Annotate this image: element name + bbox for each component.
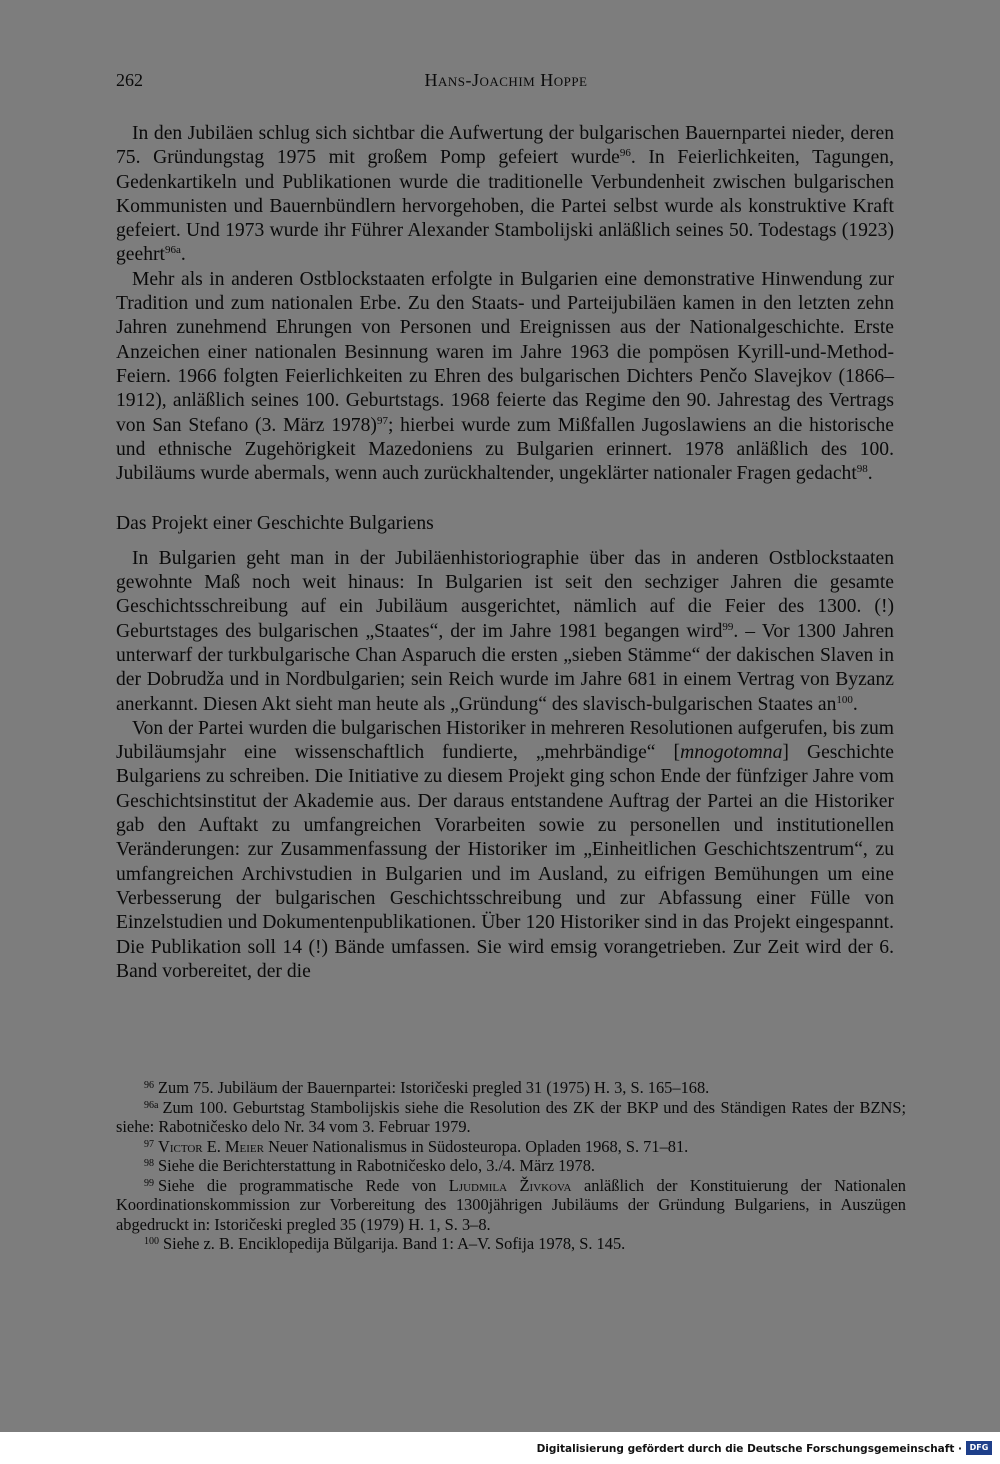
page-header [116,70,896,94]
footnotes [116,1078,906,1254]
running-title: Hans-Joachim Hoppe [424,70,588,90]
paragraph: In den Jubiläen schlug sich sichtbar die Aufwertung der bulgarischen Bauernpartei nieder, deren 75. Gründungstag 1975 mit großem Pomp gefeiert wurde$^{96}$. In Feierlichkeiten, Tagungen, Gedenkartikeln und Publikationen wurde die traditionelle Verbundenheit zwischen bulgarischen Kommunisten und Bauernbündlern hervorgehoben, die Partei selbst wurde als konstruktive Kraft gefeiert. Und 1973 wurde ihr Führer Alexander Stambolijski anläßlich seines 50. Todestags (1923) geehrt$^{96a}$. [116,123,894,266]
footnote-ref[interactable]: 99 [722,620,734,633]
footnote: $^{96a}$ Zum 100. Geburtstag Stambolijskis siehe die Resolution des ZK der BKP und des Ständigen Rates der BZNS; siehe: Rabotničesko delo Nr. 34 vom 3. Februar 1979. [116,1097,906,1136]
section-heading: Das Projekt einer Geschichte Bulgariens [116,513,434,535]
paragraph: Mehr als in anderen Ostblockstaaten erfolgte in Bulgarien eine demonstrative Hinwendung zur Tradition und zum nationalen Erbe. Zu den Staats- und Parteijubiläen kamen in den letzten zehn Jahren zunehmend Ehrungen von Personen und Ereignissen aus der Nationalgeschichte. Erste Anzeichen einer nationalen Besinnung waren im Jahre 1963 die pompösen Kyrill-und-Method-Feiern. 1966 folgten Feierlichkeiten zu Ehren des bulgarischen Dichters Penčo Slavejkov (1866–1912), anläßlich seines 100. Geburtstags. 1968 feierte das Regime den 90. Jahrestag des Vertrags von San Stefano (3. März 1978)$^{97}$; hierbei wurde zum Mißfallen Jugoslawiens an die historische und ethnische Zugehörigkeit Mazedoniens zu Bulgarien erinnert. 1978 anläßlich des 100. Jubiläums wurde abermals, wenn auch zurückhaltender, ungeklärter nationaler Fragen gedacht$^{98}$. [116,268,894,485]
footnote-ref[interactable]: 96a [164,244,181,257]
footnote-ref[interactable]: 100 [836,693,853,706]
digitization-footer [0,1432,1000,1464]
footnote: $^{97}$ Victor E. Meier Neuer Nationalismus in Südosteuropa. Opladen 1968, S. 71–81. [144,1136,689,1156]
footnote: $^{99}$ Siehe die programmatische Rede von Ljudmila Živkova anläßlich der Konstituierung der Nationalen Koordinationskommission zur Vorbereitung des 1300jährigen Jubiläums der Gründung Bulgariens, in Auszügen abgedruckt in: Istoričeski pregled 35 (1979) H. 1, S. 3–8. [116,1175,906,1234]
page-number: 262 [116,70,143,90]
footnote-ref[interactable]: 96 [619,147,631,160]
footnote: $^{98}$ Siehe die Berichterstattung in Rabotničesko delo, 3./4. März 1978. [144,1156,595,1175]
funding-credit: Digitalisierung gefördert durch die Deutsche Forschungsgemeinschaft · [536,1443,962,1455]
footnote-ref[interactable]: 98 [856,463,868,476]
footnote: $^{96}$ Zum 75. Jubiläum der Bauernpartei: Istoričeski pregled 31 (1975) H. 3, S. 165–168. [144,1078,710,1097]
paragraph: In Bulgarien geht man in der Jubiläenhistoriographie über das in anderen Ostblockstaaten gewohnte Maß noch weit hinaus: In Bulgarien ist seit den sechziger Jahren die gesamte Geschichtsschreibung auf ein Jubiläum ausgerichtet, nämlich auf die Feier des 1300. (!) Geburtstages des bulgarischen „Staates“, der im Jahre 1981 begangen wird$^{99}$. – Vor 1300 Jahren unterwarf der turkbulgarische Chan Asparuch die ersten „sieben Stämme“ der dakischen Slaven in der Dobrudža und in Nordbulgarien; sein Reich wurde im Jahre 681 in einem Vertrag von Byzanz anerkannt. Diesen Akt sieht man heute als „Gründung“ des slavisch-bulgarischen Staates $an^{100}$. [116,547,894,715]
author-name: Ljudmila Živkova [448,1175,572,1195]
footnote: $^{100}$ Siehe z. B. Enciklopedija Bŭlgarija. Band 1: A–V. Sofija 1978, S. 145. [144,1234,626,1253]
paragraph: Von der Partei wurden die bulgarischen Historiker in mehreren Resolutionen aufgerufen, bis zum Jubiläumsjahr eine wissenschaftlich fundierte, „mehrbändige“ [mnogotomna] Geschichte Bulgariens zu schreiben. Die Initiative zu diesem Projekt ging schon Ende der fünfziger Jahre vom Geschichtsinstitut der Akademie aus. Der daraus entstandene Auftrag der Partei an die Historiker gab den Auftakt zu umfangreichen Vorarbeiten sowie zu personellen und institutionellen Veränderungen: zur Zusammenfassung der Historiker im „Einheitlichen Geschichtszentrum“, zu umfangreichen Archivstudien in Bulgarien und im Ausland, zu eifrigen Bemühungen um eine Verbesserung der bulgarischen Geschichtsschreibung und zur Abfassung einer Fülle von Einzelstudien und Dokumentenpublikationen. Über 120 Historiker sind in das Projekt eingespannt. Die Publikation soll 14 (!) Bände umfassen. Sie wird emsig vorangetrieben. Zur Zeit wird der 6. Band vorbereitet, der die [116,717,894,982]
dfg-logo[interactable]: DFG [966,1441,992,1455]
footnote-ref[interactable]: 97 [376,414,388,427]
main-text [116,122,894,984]
italic-term: mnogotomna [680,742,783,764]
author-name: Victor E. Meier [158,1136,264,1156]
